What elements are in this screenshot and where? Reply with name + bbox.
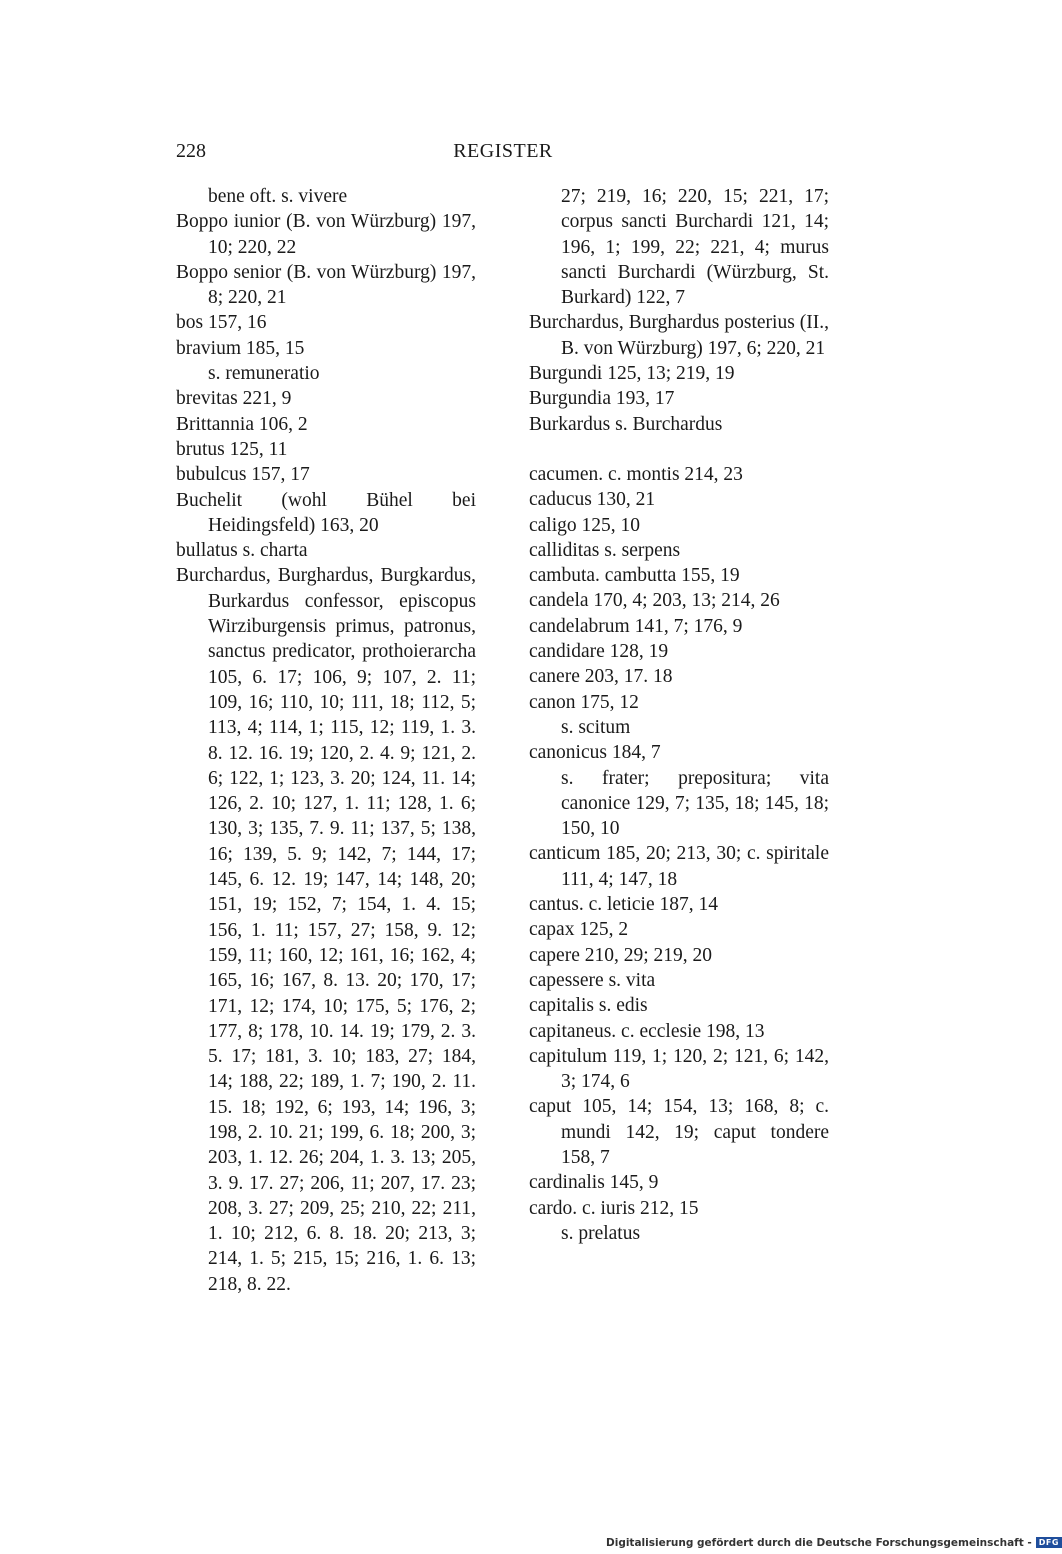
index-entry: cacumen. c. montis 214, 23 (529, 463, 743, 485)
page-number: 228 (176, 140, 206, 162)
index-entry: canonicus 184, 7 (529, 742, 661, 764)
index-entry: cambuta. cambutta 155, 19 (529, 565, 740, 587)
index-entry: Brittannia 106, 2 (176, 413, 308, 435)
index-entry: Burchardus, Burghardus posterius (II., B. von Würzburg) 197, 6; 220, 21 (529, 312, 829, 359)
index-entry: Burkardus s. Burchardus (529, 413, 723, 435)
index-entry: Burgundia 193, 17 (529, 388, 675, 410)
index-entry: brevitas 221, 9 (176, 388, 292, 410)
index-entry: Boppo iunior (B. von Würzburg) 197, 10; 220, 22 (176, 211, 476, 258)
index-subentry: s. frater; prepositura; vita canonice 129, 7; 135, 18; 145, 18; 150, 10 (561, 767, 829, 840)
index-entry: bubulcus 157, 17 (176, 464, 310, 486)
index-entry: capere 210, 29; 219, 20 (529, 944, 713, 966)
index-subentry: s. scitum (561, 716, 631, 738)
index-entry: bravium 185, 15 (176, 337, 305, 359)
index-column-right (529, 184, 829, 1246)
index-entry: bos 157, 16 (176, 312, 267, 334)
index-entry: canticum 185, 20; 213, 30; c. spiritale 111, 4; 147, 18 (529, 843, 829, 890)
index-entry: capitalis s. edis (529, 995, 648, 1017)
index-entry: Burchardus, Burghardus, Burgkardus, Burkardus confessor, episcopus Wirziburgensis primus, patronus, sanctus predicator, prothoierarcha 105, 6. 17; 106, 9; 107, 2. 11; 109, 16; 110, 10; 111, 18; 112, 5; 113, 4; 114, 1; 115, 12; 119, 1. 3. 8. 12. 16. 19; 120, 2. 4. 9; 121, 2. 6; 122, 1; 123, 3. 20; 124, 11. 14; 126, 2. 10; 127, 1. 11; 128, 1. 6; 130, 3; 135, 7. 9. 11; 137, 5; 138, 16; 139, 5. 9; 142, 7; 144, 17; 145, 6. 12. 19; 147, 14; 148, 20; 151, 19; 152, 7; 154, 1. 4. 15; 156, 1. 11; 157, 27; 158, 9. 12; 159, 11; 160, 12; 161, 16; 162, 4; 165, 16; 167, 8. 13. 20; 170, 17; 171, 12; 174, 10; 175, 5; 176, 2; 177, 8; 178, 10. 14. 19; 179, 2. 3. 5. 17; 181, 3. 10; 183, 27; 184, 14; 188, 22; 189, 1. 7; 190, 2. 11. 15. 18; 192, 6; 193, 14; 196, 3; 198, 2. 10. 21; 199, 6. 18; 200, 3; 203, 1. 12. 26; 204, 1. 3. 13; 205, 3. 9. 17. 27; 206, 11; 207, 17. 23; 208, 3. 27; 209, 25; 210, 22; 211, 1. 10; 212, 6. 8. 18. 20; 213, 3; 214, 1. 5; 215, 15; 216, 1. 6. 13; 218, 8. 22. (176, 565, 476, 1295)
index-entry: cardinalis 145, 9 (529, 1172, 659, 1194)
index-subentry: bene oft. s. vivere (208, 186, 348, 207)
index-entry: caducus 130, 21 (529, 489, 656, 511)
index-column-left (176, 184, 476, 1297)
index-entry: candelabrum 141, 7; 176, 9 (529, 615, 743, 637)
index-entry: cantus. c. leticie 187, 14 (529, 894, 718, 916)
section-gap (529, 437, 829, 462)
index-entry: capitulum 119, 1; 120, 2; 121, 6; 142, 3; 174, 6 (529, 1045, 829, 1093)
index-entry: bullatus s. charta (176, 540, 308, 562)
index-entry: canere 203, 17. 18 (529, 666, 673, 688)
dfg-logo: DFG (1036, 1537, 1062, 1548)
index-entry: Boppo senior (B. von Würzburg) 197, 8; 220, 21 (176, 261, 476, 309)
index-subentry: s. remuneratio (208, 363, 320, 385)
index-entry: caput 105, 14; 154, 13; 168, 8; c. mundi 142, 19; caput tondere 158, 7 (529, 1096, 829, 1168)
index-entry: capitaneus. c. ecclesie 198, 13 (529, 1020, 765, 1042)
index-entry: calliditas s. serpens (529, 539, 681, 561)
funding-note: Digitalisierung gefördert durch die Deutsche Forschungsgemeinschaft - (606, 1537, 1032, 1549)
index-entry: Buchelit (wohl Bühel bei Heidingsfeld) 163, 20 (176, 489, 476, 536)
index-entry: candela 170, 4; 203, 13; 214, 26 (529, 590, 780, 612)
index-entry: 27; 219, 16; 220, 15; 221, 17; corpus sancti Burchardi 121, 14; 196, 1; 199, 22; 221, 4; murus sancti Burchardi (Würzburg, St. Burkard) 122, 7 (561, 186, 829, 309)
running-title: REGISTER (453, 140, 553, 162)
index-entry: caligo 125, 10 (529, 514, 641, 536)
index-entry: cardo. c. iuris 212, 15 (529, 1197, 699, 1219)
index-entry: capessere s. vita (529, 969, 656, 991)
index-entry: candidare 128, 19 (529, 641, 669, 663)
index-entry: canon 175, 12 (529, 691, 639, 713)
page-header (176, 140, 830, 168)
index-entry: Burgundi 125, 13; 219, 19 (529, 363, 735, 385)
index-entry: brutus 125, 11 (176, 438, 288, 460)
funding-footer (606, 1537, 1059, 1551)
index-subentry: s. prelatus (561, 1222, 641, 1244)
index-entry: capax 125, 2 (529, 919, 629, 941)
